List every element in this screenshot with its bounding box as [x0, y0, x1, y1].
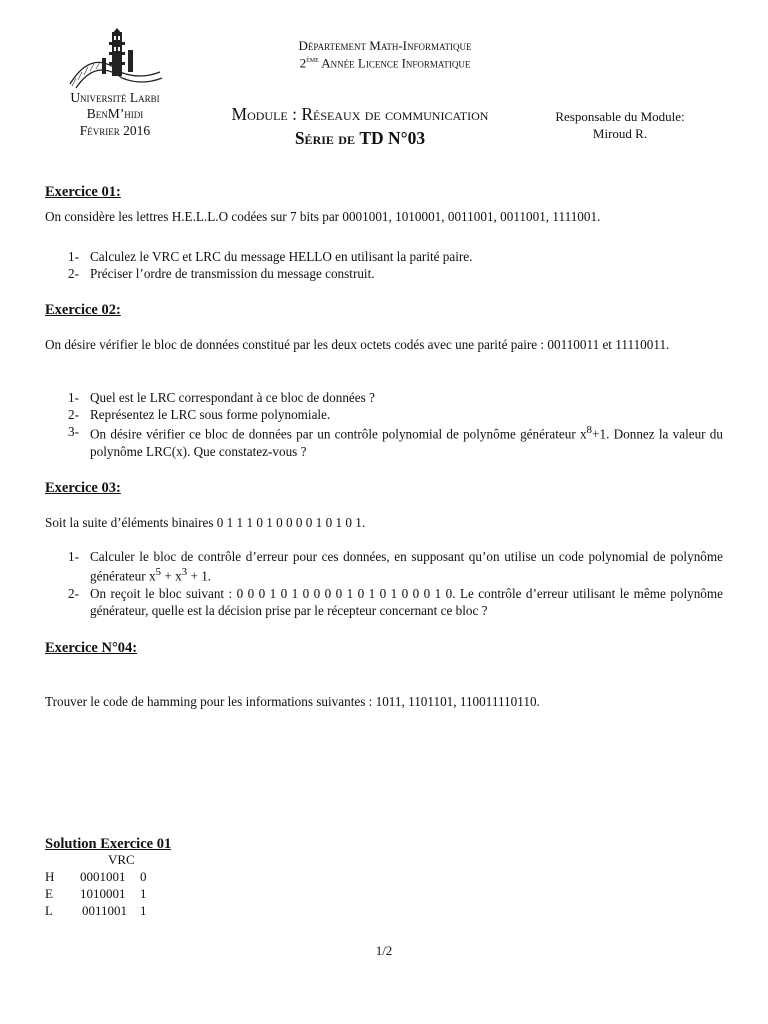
page-number: 1/2 [375, 943, 393, 958]
series-td: TD N°03 [359, 128, 426, 148]
exercise-2-intro: On désire vérifier le bloc de données constitué par les deux octets codés avec une parité paire : 00110011 et 11110011. [45, 337, 670, 352]
module-responsible [540, 109, 700, 143]
solution-title: Solution Exercice 01 [45, 836, 172, 852]
module-title: Module : Réseaux de communication [231, 104, 489, 124]
exercise-4-title: Exercice N°04: [45, 640, 138, 656]
exercise-3-question-2: 2- On reçoit le bloc suivant : 0 0 0 1 0 1 0 0 0 0 1 0 1 0 1 0 0 0 1 0. Le contrôle d’erreur utilisant le même polynôme générateur, quelle est la décision prise par le récepteur concernant ce bloc ? [68, 585, 723, 618]
document-date: Février 2016 [79, 122, 151, 138]
department-name: Département Math-Informatique [298, 38, 472, 53]
vrc-header: VRC [108, 852, 135, 867]
year-number: 2 [299, 54, 307, 70]
series-prefix: Série de [294, 128, 360, 148]
exercise-2-question-3: 3- On désire vérifier ce bloc de données par un contrôle polynomial de polynôme générateur $x^8+1$. Donnez la valeur du polynôme LRC(x). Que constatez-vous ? [68, 424, 723, 459]
exercise-3-intro: Soit la suite d’éléments binaires 0 1 1 1 0 1 0 0 0 0 1 0 1 0 1. [45, 515, 366, 530]
responsible-label: Responsable du Module: [555, 109, 685, 124]
exercise-1-question-2: 2- Préciser l’ordre de transmission du message construit. [68, 266, 375, 282]
exercise-1-questions [45, 248, 723, 282]
exercise-1-question-1: 1- Calculez le VRC et LRC du message HELLO en utilisant la parité paire. [68, 249, 473, 264]
exercise-4-intro: Trouver le code de hamming pour les informations suivantes : 1011, 1101101, 110011110110. [45, 694, 540, 709]
university-name-line1: Université Larbi [70, 90, 160, 105]
department-block [180, 38, 590, 72]
series-title [180, 128, 540, 149]
year-superscript: ème [306, 54, 319, 64]
exercise-1-title: Exercice 01: [45, 184, 121, 200]
exercise-2-questions [45, 389, 723, 460]
year-text: Année Licence Informatique [318, 54, 471, 70]
university-name-line2: BenM’hidi [86, 106, 144, 122]
exercise-1-intro: On considère les lettres H.E.L.L.O codées sur 7 bits par 0001001, 1010001, 0011001, 0011001, 1111001. [45, 209, 601, 224]
exercise-2-question-1: 1- Quel est le LRC correspondant à ce bloc de données ? [68, 390, 375, 405]
university-block [40, 90, 190, 139]
exercise-3-questions [45, 548, 723, 619]
exercise-2-title: Exercice 02: [45, 302, 121, 318]
year-level [180, 55, 590, 72]
exercise-3-title: Exercice 03: [45, 480, 121, 496]
exercise-3-question-1: 1- Calculer le bloc de contrôle d’erreur pour ces données, en supposant qu’on utilise un code polynomial de polynôme générateur $x^5 + x^3 + 1$. [68, 549, 723, 584]
responsible-name: Miroud R. [592, 125, 648, 141]
exercise-2-question-2: 2- Représentez le LRC sous forme polynomiale. [68, 407, 331, 423]
university-logo [62, 28, 172, 94]
